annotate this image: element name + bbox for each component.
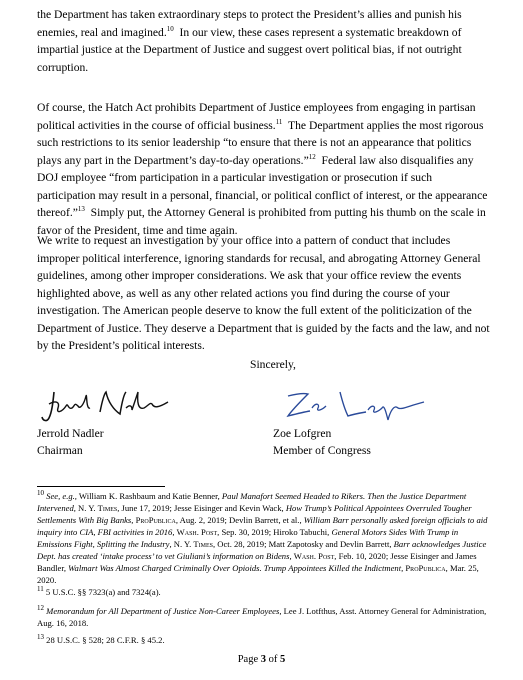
signatory-lofgren bbox=[273, 425, 371, 459]
paragraph-1: the Department has taken extraordinary steps to protect the President’s allies and punish his enemies, real and imagined.$^{10}$ In our view, these cases represent a systematic breakdown of impartial justice at the Department of Justice and suggest overt political bias, if not outright corruption. bbox=[37, 8, 462, 74]
footnote-divider bbox=[37, 486, 165, 487]
paragraph-3: We write to request an investigation by your office into a pattern of conduct that includes improper political interference, ignoring standards for recusal, and abrogating Attorney General guidelines, among other improper considerations. We ask that your office review the events highlighted above, as well as any other related actions you find during the course of your investigation. The American people deserve to know the full extent of the politicization of the Department of Justice. They deserve a Department that is guided by the facts and the law, and not by the President’s political interests. bbox=[37, 234, 490, 352]
footnote-10: $^{10}$ See, e.g., William K. Rashbaum and Katie Benner, Paul Manafort Seemed Headed to Rikers. Then the Justice Department Intervened, N. Y. Times, June 17, 2019; Jesse Eisinger and Kevin Wack, How Trump’s Political Appointees Overruled Tougher Settlements With Big Banks, ProPublica, Aug. 2, 2019; Devlin Barrett, et al., William Barr personally asked foreign officials to aid inquiry into CIA, FBI activities in 2016, Wash. Post, Sep. 30, 2019; Hiroko Tabuchi, General Motors Sides With Trump in Emissions Fight, Splitting the Industry, N. Y. Times, Oct. 28, 2019; Matt Zapotosky and Devlin Barrett, Barr acknowledges Justice Dept. has created ‘intake process’ to vet Giuliani’s information on Bidens, Wash. Post, Feb. 10, 2020; Jesse Eisinger and James Bandler, Walmart Was Almost Charged Criminally Over Opioids. Trump Appointees Killed the Indictment, ProPublica, Mar. 25, 2020. bbox=[37, 489, 488, 585]
footnote-ref-10: 10 bbox=[166, 24, 174, 33]
page-number: Page 3 of 5 bbox=[237, 654, 286, 665]
footnote-11: $^{11}$ 5 U.S.C. §§ 7323(a) and 7324(a). bbox=[37, 585, 161, 597]
closing-salutation: Sincerely, bbox=[250, 358, 296, 371]
footnote-ref-12: 12 bbox=[308, 152, 316, 161]
footnote-13: $^{13}$ 28 U.S.C. § 528; 28 C.F.R. § 45.2. bbox=[37, 633, 165, 645]
paragraph-2: Of course, the Hatch Act prohibits Department of Justice employees from engaging in partisan political activities in the course of official business.$^{11}$ The Department applies the most rigorous such restrictions to its senior leadership “to ensure that there is not an appearance that politics plays any part in the Department’s day-to-day operations.”$^{12}$ Federal law also disqualifies any DOJ employee “from participation in a particular investigation or prosecution if such participation may result in a personal, financial, or political conflict of interest, or the appearance thereof.”$^{13}$ Simply put, the Attorney General is prohibited from putting his thumb on the scale in favor of the President, time and time again. bbox=[37, 101, 488, 237]
signatory-nadler bbox=[37, 425, 104, 459]
footnote-ref-11: 11 bbox=[275, 117, 283, 126]
signatory-name: Jerrold Nadler bbox=[37, 427, 104, 440]
signature-nadler bbox=[40, 388, 170, 426]
signatory-title: Member of Congress bbox=[273, 444, 371, 457]
footnote-12: $^{12}$ Memorandum for All Department of Justice Non-Career Employees, Lee J. Lotfthus, Asst. Attorney General for Administration, Aug. 16, 2018. bbox=[37, 604, 487, 628]
footnote-ref-13: 13 bbox=[77, 205, 85, 214]
signature-lofgren bbox=[278, 386, 428, 426]
signatory-name: Zoe Lofgren bbox=[273, 427, 332, 440]
signatory-title: Chairman bbox=[37, 444, 83, 457]
